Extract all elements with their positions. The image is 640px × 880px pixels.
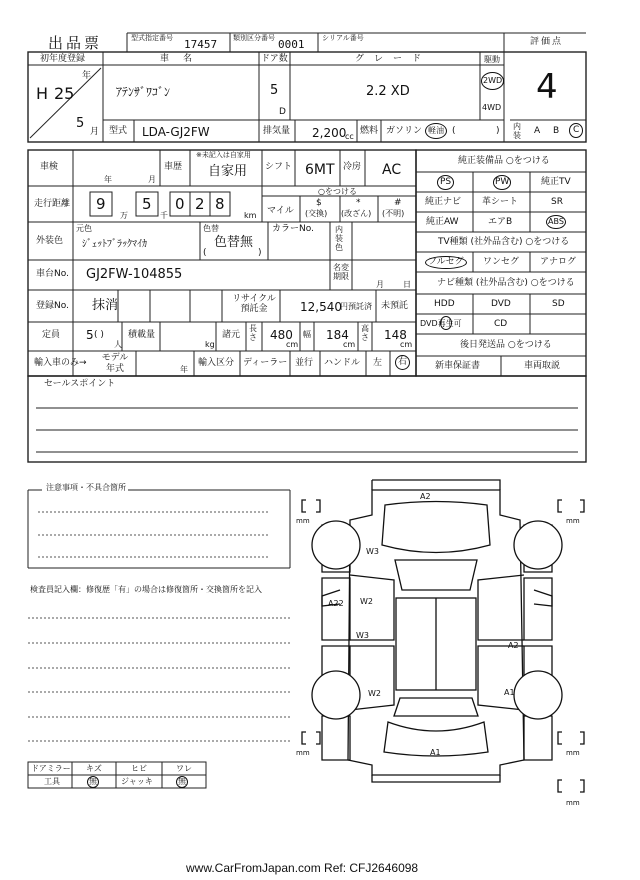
parallel-label: 並行 [295, 358, 314, 368]
car-name-label: 車名 [160, 54, 207, 64]
length-label: 長さ [249, 324, 257, 342]
inspection-month-unit: 月 [148, 175, 156, 184]
navi-hdd: HDD [434, 299, 455, 309]
handle-left: 左 [373, 358, 383, 368]
grade-label: グレード [355, 54, 432, 64]
navi-sd: SD [552, 299, 565, 309]
color-value: ｼﾞｪｯﾄﾌﾞﾗｯｸﾏｲｶ [82, 239, 147, 250]
color-paren-open: ( [203, 248, 207, 258]
navi-dvd-play: DVD再生可 [420, 319, 462, 328]
recycle-value: 12,540 [300, 300, 342, 314]
equip-pw: PW [493, 175, 511, 190]
tire-unit-rl: mm [296, 749, 310, 757]
width-label: 幅 [303, 330, 311, 339]
height-value: 148 [384, 328, 407, 342]
load-unit: kg [205, 340, 215, 349]
tire-unit-fr: mm [566, 517, 580, 525]
model-value: LDA-GJ2FW [142, 125, 210, 139]
chassis-value: GJ2FW-104855 [86, 267, 183, 282]
equip-abs: ABS [546, 215, 566, 229]
mileage-sen: 千 [160, 211, 168, 220]
meter-exchange: $ [316, 198, 322, 208]
grade-value: 4 [536, 67, 558, 107]
height-label: 高さ [361, 324, 369, 342]
drive-2wd: 2WD [481, 72, 504, 90]
mileage-digit-5: 8 [215, 195, 225, 213]
import-label: 輸入車のみ→ [34, 358, 87, 368]
first-reg-year: 25 [54, 84, 75, 103]
missing-jack-label: ジャッキ [121, 777, 153, 786]
first-reg-year-unit: 年 [82, 71, 92, 81]
meter-unknown-sub: (不明) [382, 209, 405, 218]
color-paren-close: ) [258, 248, 262, 258]
damage-front-door-left: W2 [360, 597, 373, 606]
equip-aw: 純正AW [426, 217, 459, 227]
type-cert-label: 型式指定番号 [131, 34, 173, 42]
tire-unit-rr: mm [566, 749, 580, 757]
tire-unit-fl: mm [296, 517, 310, 525]
meter-mile: マイル [267, 206, 294, 216]
meter-exchange-sub: (交換) [305, 209, 328, 218]
capacity-value: 5 [86, 328, 94, 342]
equip-navi: 純正ナビ [425, 197, 462, 207]
capacity-paren: ( ) [94, 330, 104, 340]
inspection-year-unit: 年 [104, 175, 112, 184]
damage-front-bumper: A2 [420, 492, 431, 501]
interior-c: C [569, 123, 583, 138]
chassis-label: 車台No. [36, 269, 69, 279]
interior-b: B [553, 126, 560, 136]
model-label: 型式 [109, 126, 128, 136]
equip-tv: 純正TV [541, 177, 571, 187]
dealer-label: ディーラー [243, 358, 288, 368]
name-change-month: 月 [376, 280, 384, 289]
meter-tamper: * [356, 198, 361, 208]
mileage-digit-1: 9 [96, 195, 106, 213]
interior-a: A [534, 126, 541, 136]
category-label: 類別区分番号 [233, 34, 275, 42]
tire-unit-spare: mm [566, 799, 580, 807]
mileage-digit-2: 5 [142, 195, 152, 213]
navi-dvd: DVD [491, 299, 511, 309]
grade-box-label: 評価点 [530, 37, 564, 47]
usage-note: ※未記入は自家用 [196, 151, 251, 159]
interior-color-label: 内装色 [335, 225, 343, 252]
navi-dvd-play-circle [440, 316, 452, 330]
tv-oneseg: ワンセグ [483, 257, 520, 267]
navi-title: ナビ種類 (社外品含む) ○をつける [437, 278, 575, 288]
width-unit: cm [343, 340, 356, 349]
handle-right: 右 [395, 355, 410, 370]
fuel-label: 燃料 [360, 126, 379, 136]
damage-quarter-left: W2 [368, 689, 381, 698]
missing-header-scratch: キズ [86, 764, 102, 773]
first-reg-month-unit: 月 [90, 127, 100, 137]
car-name-value: ｱﾃﾝｻﾞﾜｺﾞﾝ [116, 85, 171, 99]
color-change-label: 色替 [203, 224, 219, 233]
name-change-label: 名変期限 [333, 263, 349, 282]
sheet-title: 出品票 [48, 34, 103, 52]
equip-airbag: エアB [488, 217, 513, 227]
mileage-label: 走行距離 [34, 199, 71, 209]
doors-sub: D [279, 107, 286, 117]
inspection-label: 車検 [40, 162, 59, 172]
mileage-digit-3: 0 [175, 195, 185, 213]
width-value: 184 [326, 328, 349, 342]
meter-circle-note: ○をつける [318, 187, 357, 196]
notes-label: 注意事項・不具合箇所 [46, 483, 126, 492]
mileage-digit-4: 2 [195, 195, 205, 213]
damage-rear-bumper: A1 [430, 748, 441, 757]
equip-ps: PS [437, 175, 454, 190]
recycle-suffix: 円預託済 [340, 302, 372, 311]
shift-label: シフト [265, 162, 293, 172]
damage-rear-door-right: A2 [508, 641, 519, 650]
drive-4wd: 4WD [482, 103, 502, 112]
missing-header-break: ワレ [176, 764, 192, 773]
missing-header-crack: ヒビ [131, 764, 147, 773]
registration-label: 登録No. [36, 301, 69, 311]
fuel-gasoline: ガソリン [386, 126, 423, 136]
tv-analog: アナログ [540, 257, 577, 267]
missing-jack-value: 無 [178, 777, 186, 786]
meter-unknown: # [394, 198, 402, 208]
missing-tools-label: 工具 [44, 777, 60, 786]
first-reg-month: 5 [76, 116, 85, 131]
capacity-label: 定員 [42, 330, 61, 340]
tv-fullseg: フルセグ [425, 256, 467, 269]
fuel-paren-close: ) [496, 126, 500, 136]
docs-manual: 車両取説 [524, 361, 561, 371]
missing-tools-value: 無 [89, 777, 97, 786]
first-reg-era: H [36, 84, 49, 103]
length-value: 480 [270, 328, 293, 342]
grade-text: 2.2 XD [366, 84, 410, 99]
footer-watermark: www.CarFromJapan.com Ref: CFJ2646098 [186, 861, 419, 875]
ac-value: AC [382, 162, 402, 178]
color-orig-label: 元色 [76, 224, 92, 233]
damage-fender-left: W3 [366, 547, 379, 556]
doors-value: 5 [270, 83, 279, 98]
inspector-label: 検査員記入欄：修復歴「有」の場合は修復箇所・交換箇所を記入 [30, 585, 262, 594]
displacement-unit: cc [345, 132, 354, 141]
length-unit: cm [286, 340, 299, 349]
fuel-diesel: 軽油 [425, 123, 447, 139]
docs-warranty: 新車保証書 [435, 361, 481, 371]
usage-value: 自家用 [208, 164, 248, 179]
equip-leather: 革シート [482, 197, 519, 207]
car-diagram [302, 480, 584, 792]
model-year-label: モデル年式 [101, 353, 129, 374]
import-type-label: 輸入区分 [198, 358, 235, 368]
equip-title: 純正装備品 ○をつける [458, 156, 550, 166]
displacement-label: 排気量 [263, 126, 291, 136]
color-change-value: 色替無 [214, 235, 254, 250]
capacity-unit: 人 [114, 340, 122, 349]
handle-label: ハンドル [324, 358, 361, 368]
docs-title: 後日発送品 ○をつける [460, 340, 552, 350]
first-reg-label: 初年度登録 [40, 54, 86, 64]
color-label: 外装色 [36, 236, 64, 246]
sales-point-label: セールスポイント [44, 379, 116, 389]
ac-label: 冷房 [343, 162, 362, 172]
recycle-label: リサイクル預託金 [232, 294, 276, 315]
type-cert-value: 17457 [184, 38, 218, 51]
damage-rear-door-left: W3 [356, 631, 369, 640]
usage-label: 車歴 [164, 162, 183, 172]
damage-quarter-right: A1 [504, 688, 515, 697]
mileage-unit: km [244, 211, 257, 220]
serial-label: シリアル番号 [322, 34, 364, 42]
doors-label: ドア数 [261, 54, 288, 64]
dims-label: 諸元 [222, 330, 241, 340]
meter-tamper-sub: (改ざん) [341, 209, 372, 218]
name-change-day: 日 [403, 280, 411, 289]
model-year-unit: 年 [180, 365, 188, 374]
shift-value: 6MT [305, 162, 335, 178]
tv-title: TV種類 (社外品含む) ○をつける [438, 237, 570, 247]
damage-mirror-left: A22 [328, 599, 344, 608]
mileage-man: 万 [120, 211, 128, 220]
fuel-paren-open: ( [452, 126, 456, 136]
load-label: 積載量 [128, 330, 156, 340]
registration-value: 抹消 [92, 298, 119, 313]
category-value: 0001 [278, 38, 305, 51]
navi-cd: CD [494, 319, 508, 329]
recycle-unpaid: 未預託 [381, 301, 409, 311]
displacement-value: 2,200 [312, 126, 347, 140]
drive-label: 駆動 [484, 55, 500, 64]
color-no-label: カラーNo. [272, 224, 314, 234]
equip-sr: SR [551, 197, 563, 207]
missing-header-mirror: ドアミラー [31, 764, 71, 773]
interior-label: 内装 [513, 122, 521, 140]
height-unit: cm [400, 340, 413, 349]
